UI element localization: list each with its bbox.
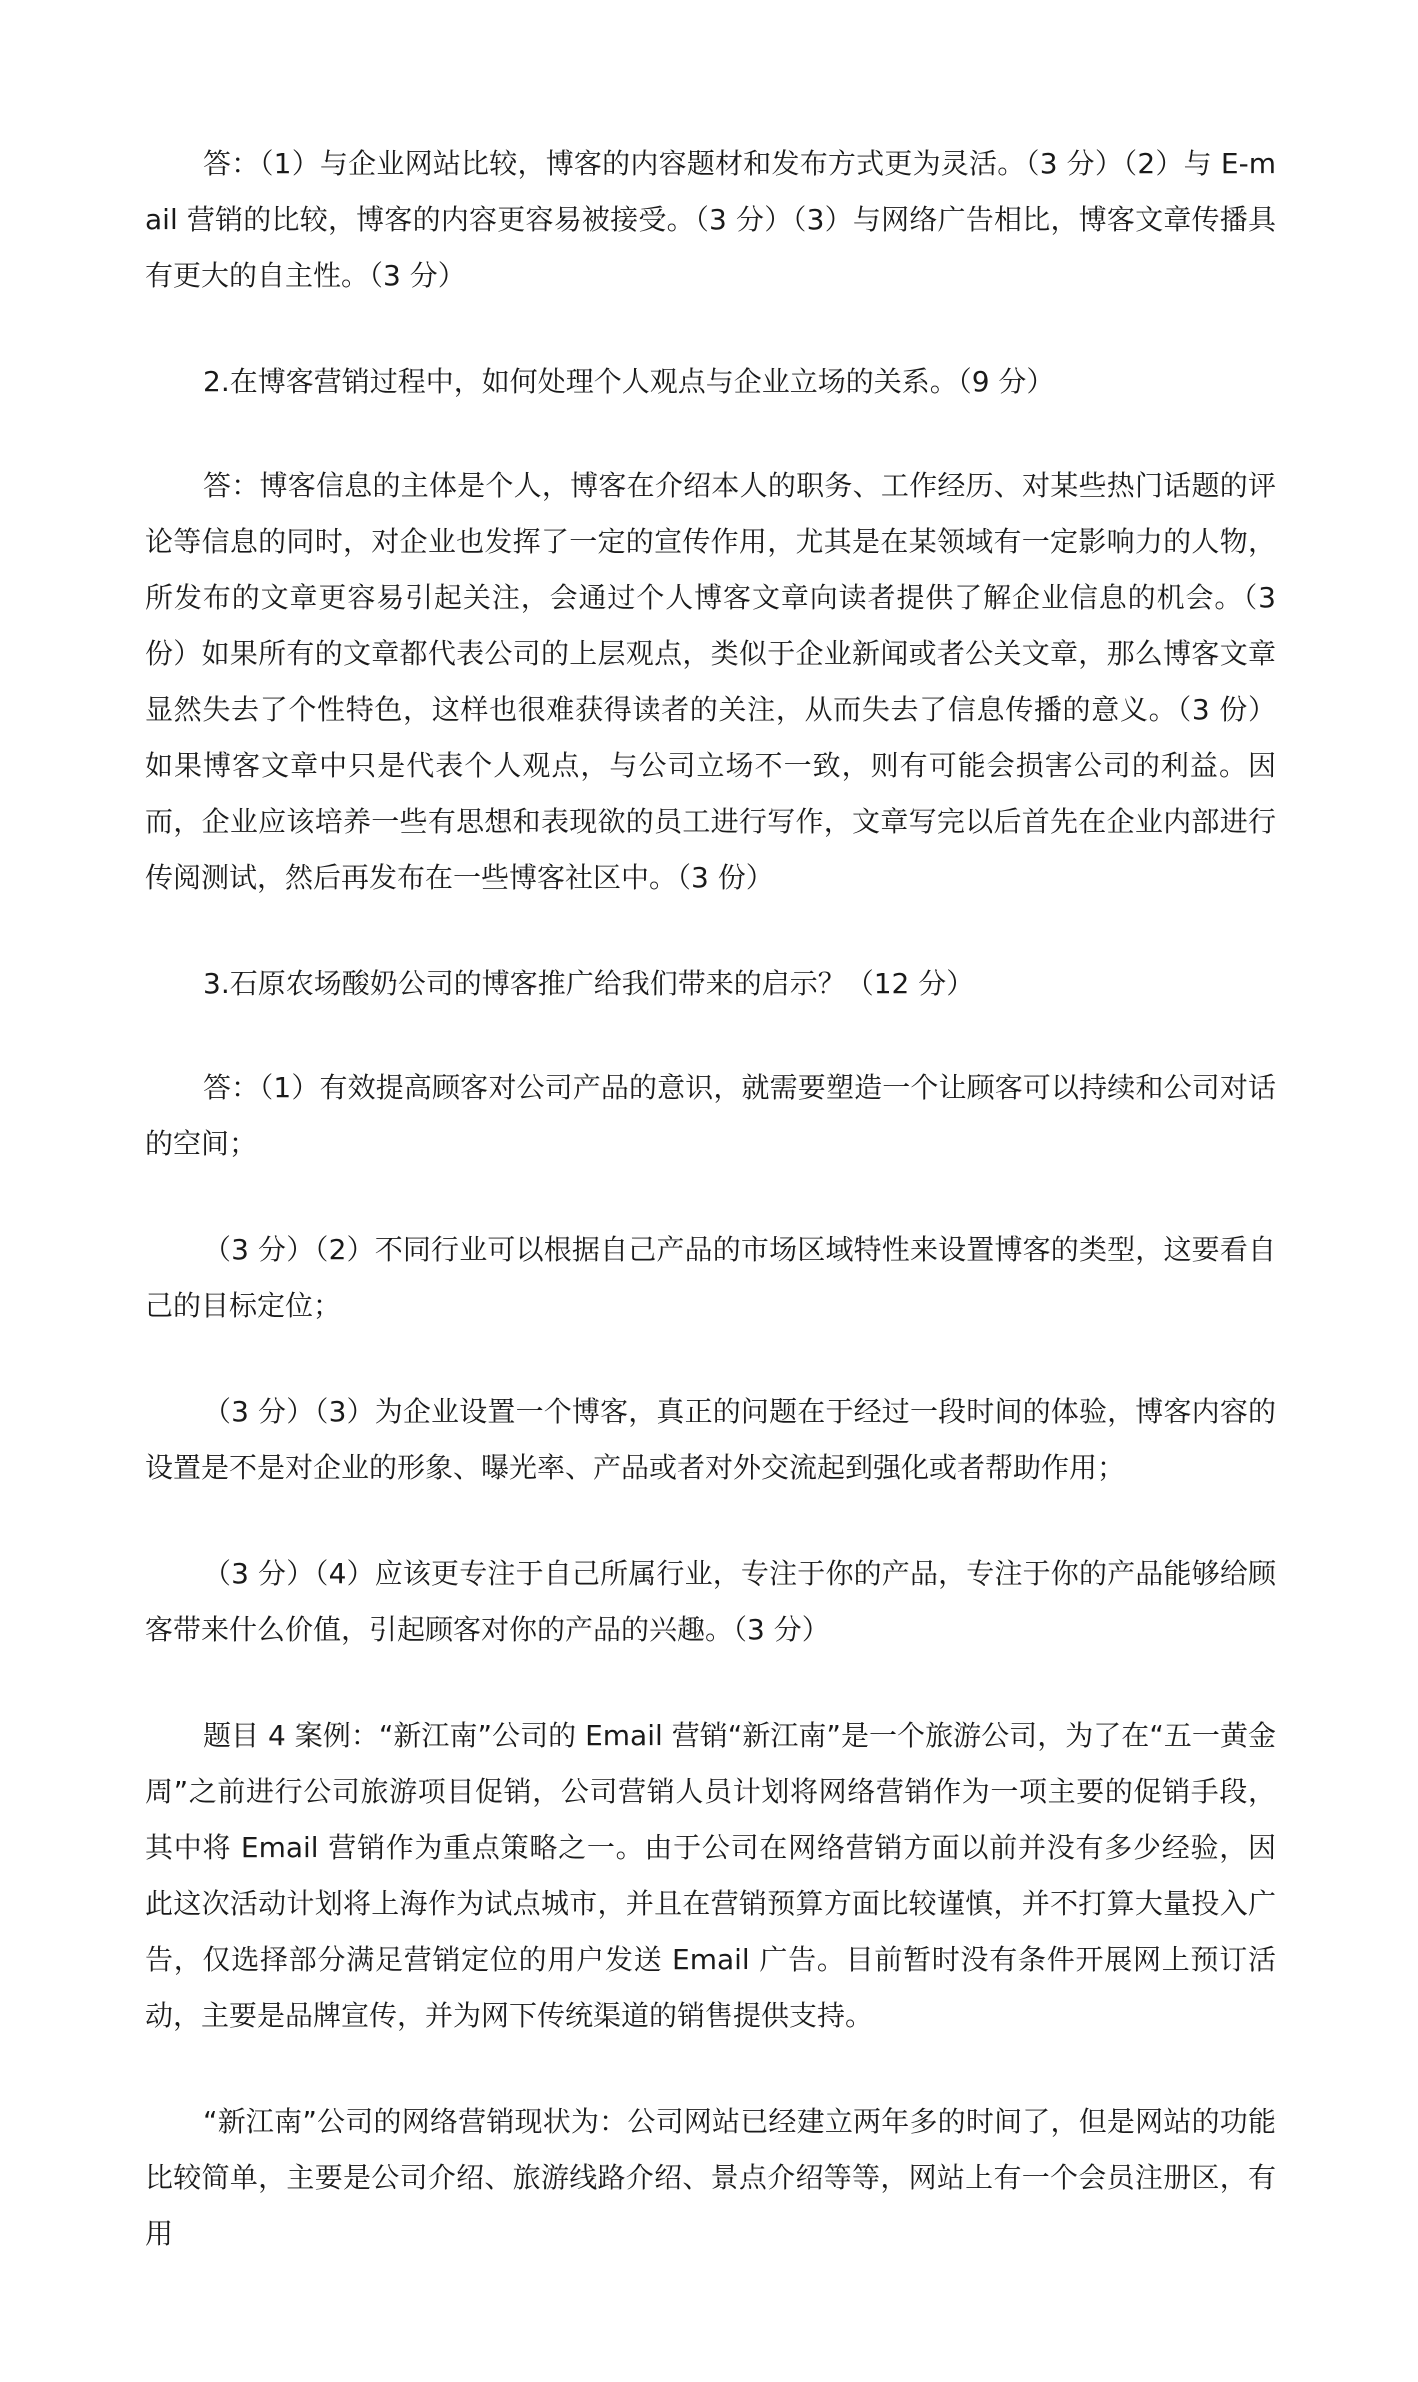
case-4-paragraph: 题目 4 案例：“新江南”公司的 Email 营销“新江南”是一个旅游公司，为了在“五一黄金周”之前进行公司旅游项目促销，公司营销人员计划将网络营销作为一项主要的促销手段，其中将 Email 营销作为重点策略之一。由于公司在网络营销方面以前并没有多少经验，因此这次活动计划将上海作为试点城市，并且在营销预算方面比较谨慎，并不打算大量投入广告，仅选择部分满足营销定位的用户发送 Email 广告。目前暂时没有条件开展网上预订活动，主要是品牌宣传，并为网下传统渠道的销售提供支持。 — [145, 1719, 1276, 2032]
answer-3-part-2-paragraph: （3 分）（2）不同行业可以根据自己产品的市场区域特性来设置博客的类型，这要看自己的目标定位； — [145, 1233, 1276, 1322]
answer-3-part-1-paragraph: 答：（1）有效提高顾客对公司产品的意识，就需要塑造一个让顾客可以持续和公司对话的空间； — [145, 1071, 1276, 1160]
answer-2-paragraph: 答：博客信息的主体是个人，博客在介绍本人的职务、工作经历、对某些热门话题的评论等信息的同时，对企业也发挥了一定的宣传作用，尤其是在某领域有一定影响力的人物，所发布的文章更容易引起关注，会通过个人博客文章向读者提供了解企业信息的机会。（3 份）如果所有的文章都代表公司的上层观点，类似于企业新闻或者公关文章，那么博客文章显然失去了个性特色，这样也很难获得读者的关注，从而失去了信息传播的意义。（3 份）如果博客文章中只是代表个人观点，与公司立场不一致，则有可能会损害公司的利益。因而，企业应该培养一些有思想和表现欲的员工进行写作，文章写完以后首先在企业内部进行传阅测试，然后再发布在一些博客社区中。（3 份） — [145, 469, 1276, 894]
answer-3-part-4-paragraph: （3 分）（4）应该更专注于自己所属行业，专注于你的产品，专注于你的产品能够给顾客带来什么价值，引起顾客对你的产品的兴趣。（3 分） — [145, 1557, 1276, 1646]
question-3-paragraph: 3.石原农场酸奶公司的博客推广给我们带来的启示？（12 分） — [203, 967, 975, 1000]
answer-1-paragraph: 答：（1）与企业网站比较，博客的内容题材和发布方式更为灵活。（3 分）（2）与 E-mail 营销的比较，博客的内容更容易被接受。（3 分）（3）与网络广告相比，博客文章传播具有更大的自主性。（3 分） — [145, 147, 1276, 292]
case-4-status-paragraph: “新江南”公司的网络营销现状为：公司网站已经建立两年多的时间了，但是网站的功能比较简单，主要是公司介绍、旅游线路介绍、景点介绍等等，网站上有一个会员注册区，有用 — [145, 2105, 1276, 2250]
question-2-paragraph: 2.在博客营销过程中，如何处理个人观点与企业立场的关系。（9 分） — [203, 365, 1055, 398]
answer-3-part-3-paragraph: （3 分）（3）为企业设置一个博客，真正的问题在于经过一段时间的体验，博客内容的设置是不是对企业的形象、曝光率、产品或者对外交流起到强化或者帮助作用； — [145, 1395, 1276, 1484]
